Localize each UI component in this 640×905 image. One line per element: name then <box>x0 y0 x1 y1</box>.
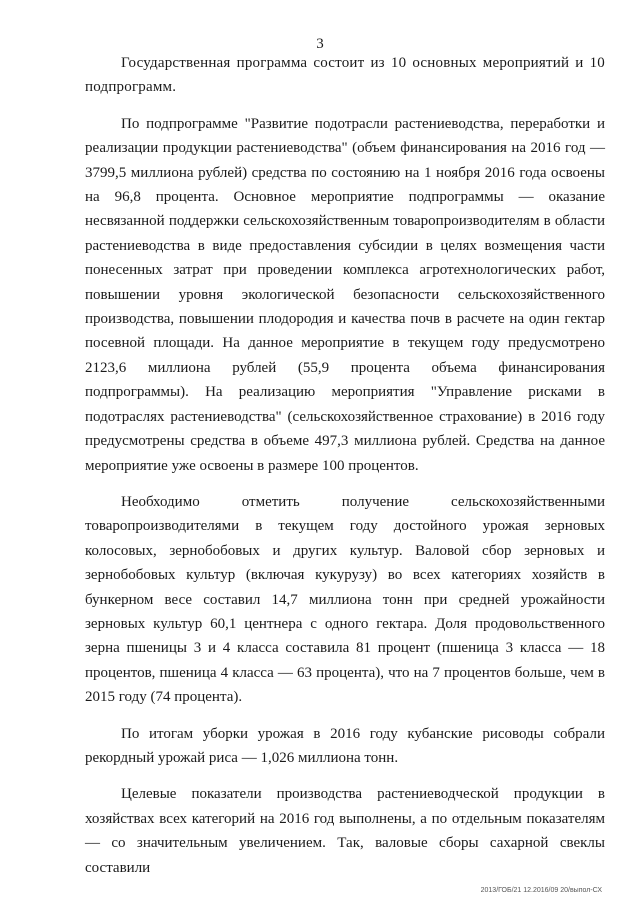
paragraph-rice-harvest: По итогам уборки урожая в 2016 году кубанские рисоводы собрали рекордный урожай риса — 1,026 миллиона тонн. <box>85 725 605 766</box>
paragraph-crop-subprogram: По подпрограмме "Развитие подотрасли растениеводства, переработки и реализации продукции растениеводства" (объем финансирования на 2016 год — 3799,5 миллиона рублей) средства по состоянию на 1 ноября 2016 года освоены на 96,8 процента. Основное мероприятие подпрограммы — оказание несвязанной поддержки сельскохозяйственным товаропроизводителям в области растениеводства в виде предоставления субсидии в целях возмещения части понесенных затрат при проведении комплекса агротехнологических работ, повышении уровня экологической безопасности сельскохозяйственного производства, повышении плодородия и качества почв в расчете на один гектар посевной площади. На данное мероприятие в текущем году предусмотрено 2123,6 миллиона рублей (55,9 процента объема финансирования подпрограммы). На реализацию мероприятия "Управление рисками в подотраслях растениеводства" (сельскохозяйственное страхование) в 2016 году предусмотрены средства в объеме 497,3 миллиона рублей. Средства на данное мероприятие уже освоены в размере 100 процентов. <box>85 115 605 474</box>
paragraph-program-structure: Государственная программа состоит из 10 основных мероприятий и 10 подпрограмм. <box>85 55 605 96</box>
footer-document-code: 2013/ГОБ/21 12.2016/09 20/выпол-СХ <box>480 887 602 894</box>
paragraph-target-indicators: Целевые показатели производства растениеводческой продукции в хозяйствах всех категорий на 2016 год выполнены, а по отдельным показателям — со значительным увеличением. Так, валовые сборы сахарной свеклы составили <box>85 786 605 876</box>
document-body <box>85 51 605 880</box>
paragraph-grain-harvest: Необходимо отметить получение сельскохозяйственными товаропроизводителями в текущем году достойного урожая зерновых колосовых, зернобобовых и других культур. Валовой сбор зерновых и зернобобовых культур (включая кукурузу) во всех категориях хозяйств в бункерном весе составил 14,7 миллиона тонн при средней урожайности зерновых культур 60,1 центнера с одного гектара. Доля продовольственного зерна пшеницы 3 и 4 класса составила 81 процент (пшеница 3 класса — 18 процентов, пшеница 4 класса — 63 процента), что на 7 процентов больше, чем в 2015 году (74 процента). <box>85 493 605 706</box>
page-number: 3 <box>316 36 324 52</box>
